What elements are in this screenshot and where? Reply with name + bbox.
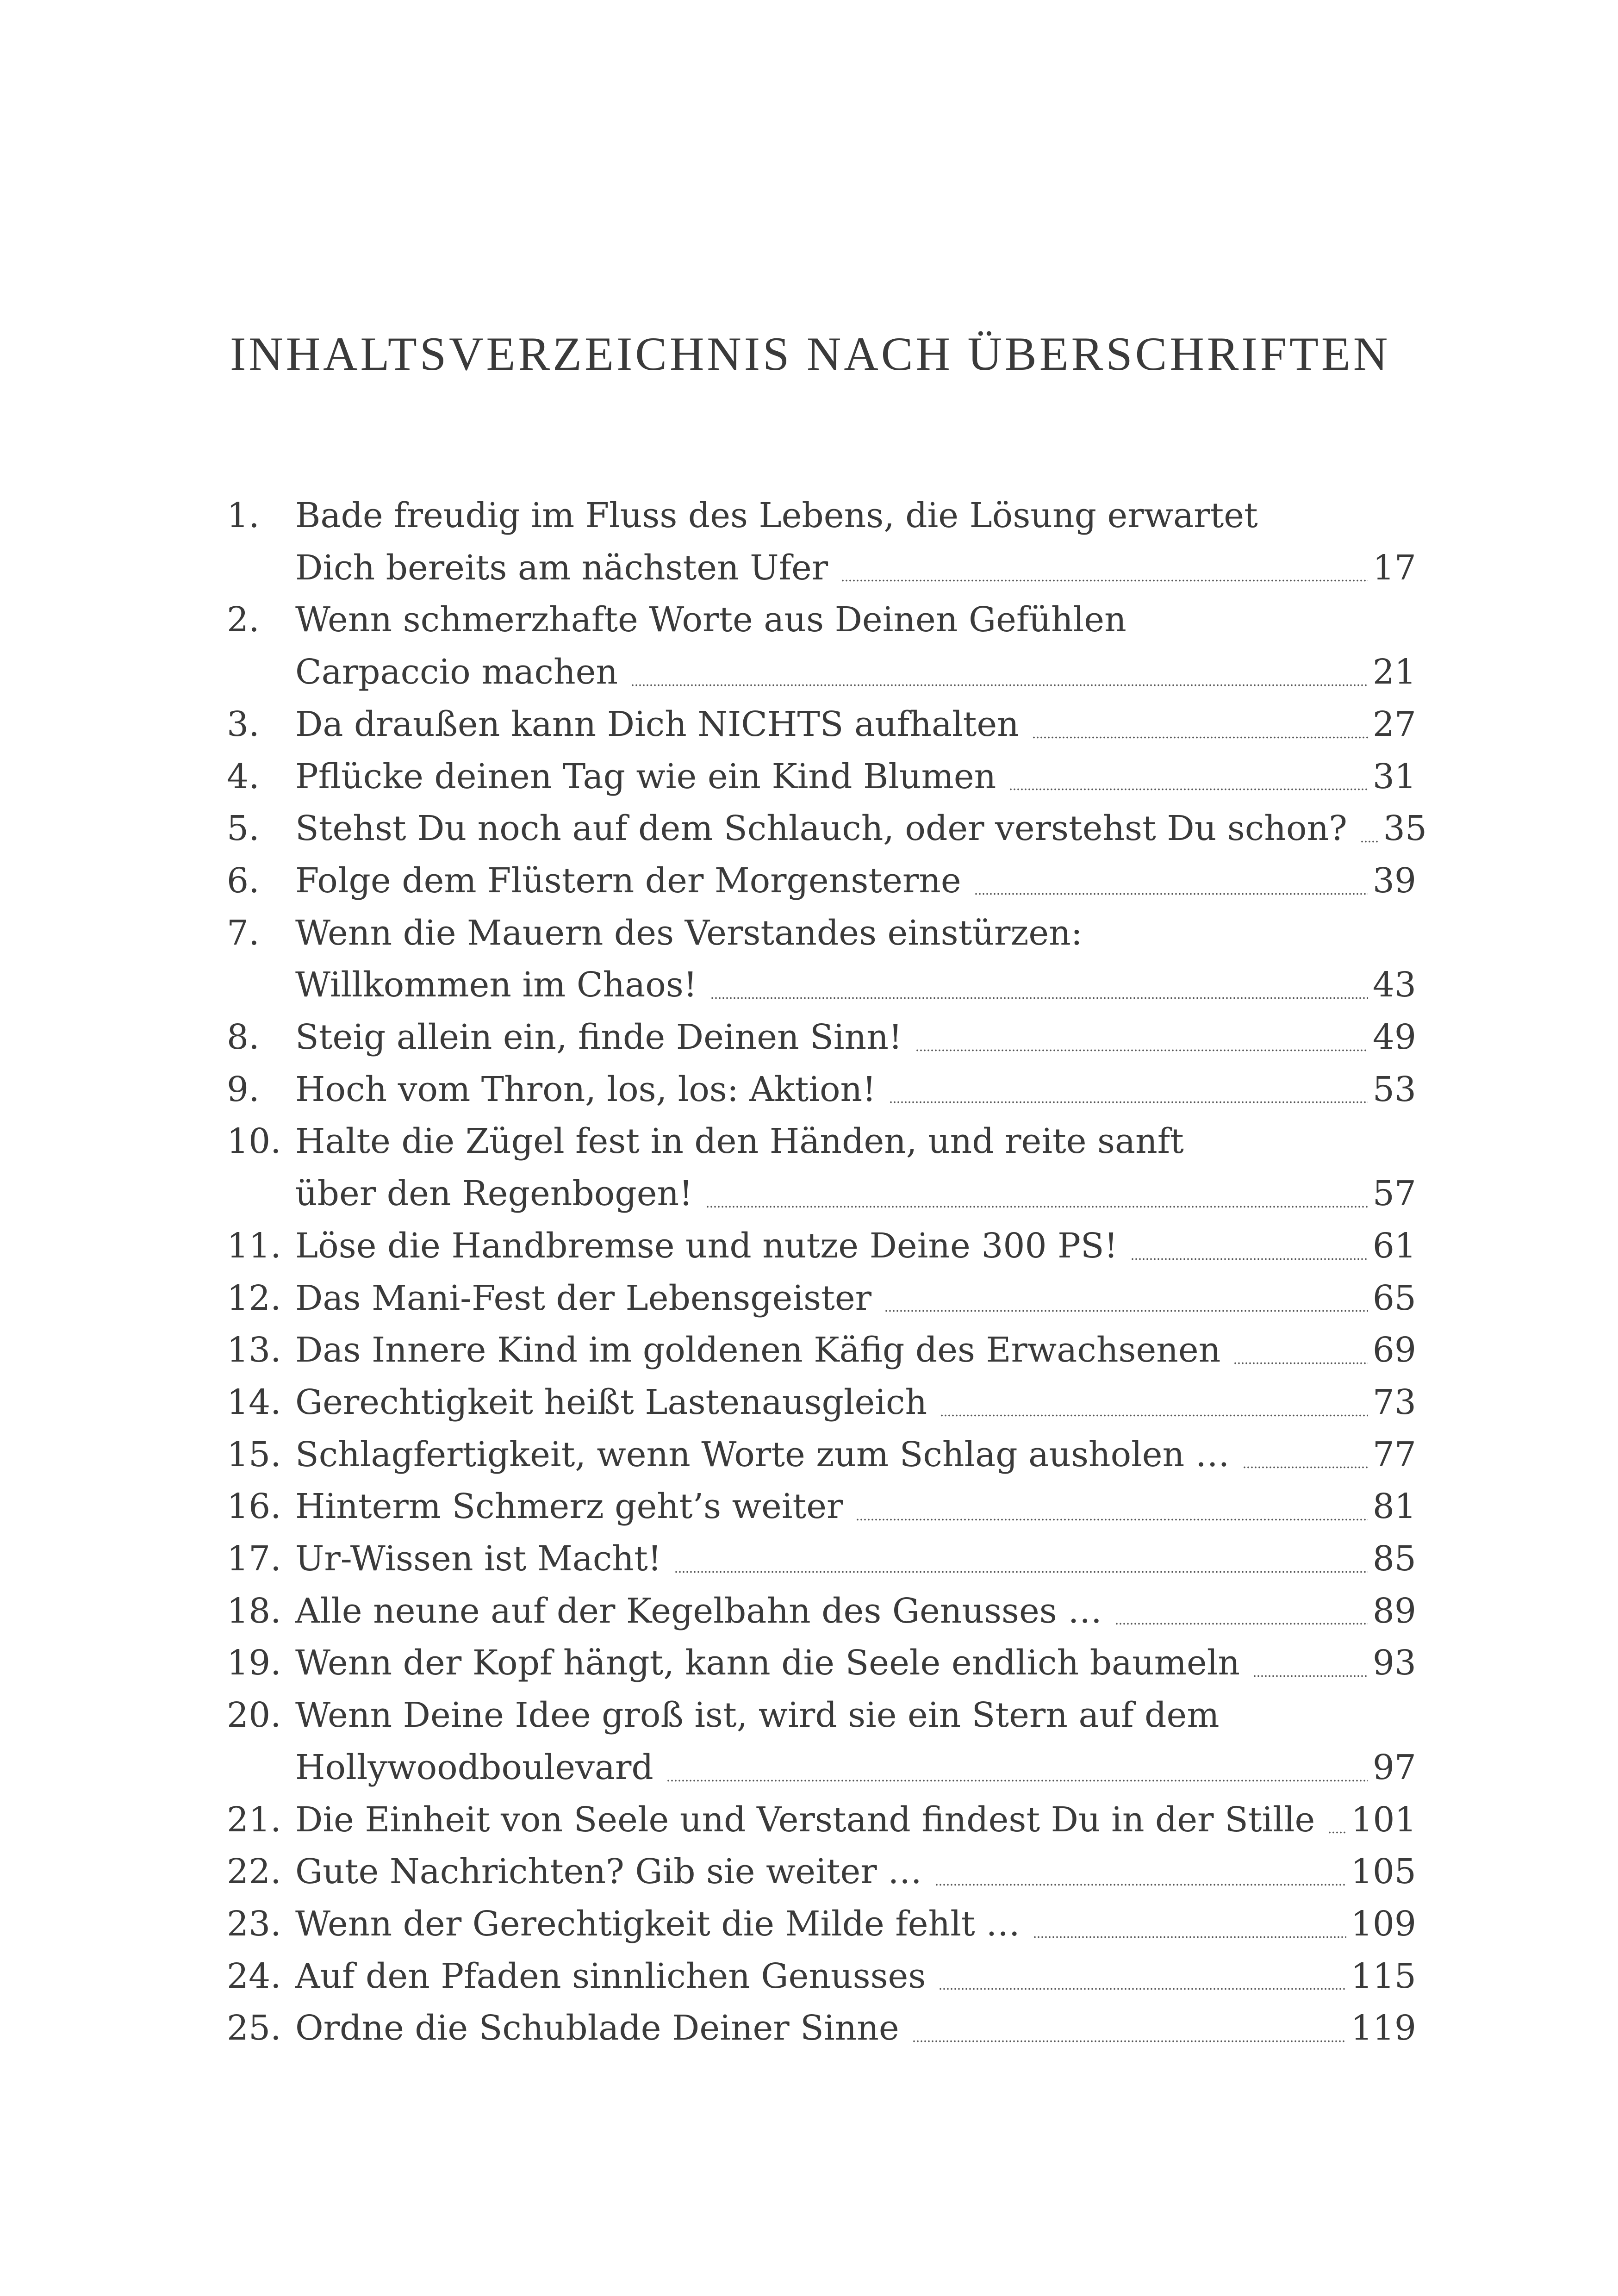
toc-entry bbox=[227, 1272, 1416, 1325]
entry-body bbox=[295, 594, 1416, 698]
entry-title-line bbox=[295, 1481, 1416, 1533]
page-number: 31 bbox=[1372, 756, 1416, 796]
page-number: 115 bbox=[1350, 1956, 1416, 1996]
entry-body bbox=[295, 1689, 1416, 1793]
toc-entry bbox=[227, 1898, 1416, 1950]
dot-leader bbox=[915, 1049, 1368, 1052]
entry-number: 14. bbox=[227, 1382, 281, 1422]
entry-number: 3. bbox=[227, 704, 260, 744]
page-number: 101 bbox=[1351, 1799, 1417, 1840]
entry-title-line bbox=[295, 1950, 1416, 2003]
entry-number: 11. bbox=[227, 1226, 281, 1266]
entry-title-line bbox=[295, 1376, 1416, 1429]
page-number: 39 bbox=[1372, 860, 1416, 901]
entry-title-line bbox=[295, 751, 1416, 803]
dot-leader bbox=[1243, 1466, 1368, 1468]
entry-title-line bbox=[295, 1585, 1416, 1637]
page-number: 49 bbox=[1372, 1017, 1416, 1058]
toc-entry bbox=[227, 1115, 1416, 1220]
entry-title: Löse die Handbremse und nutze Deine 300 PS! bbox=[295, 1226, 1118, 1266]
page-number: 53 bbox=[1372, 1069, 1416, 1109]
toc-entry bbox=[227, 1794, 1416, 1846]
toc-entry bbox=[227, 1220, 1416, 1272]
entry-title: Die Einheit von Seele und Verstand findest Du in der Stille bbox=[295, 1799, 1315, 1840]
entry-body bbox=[295, 1064, 1416, 1116]
entry-title: Das Innere Kind im goldenen Käfig des Erwachsenen bbox=[295, 1330, 1221, 1370]
entry-number: 21. bbox=[227, 1799, 281, 1840]
toc-entry bbox=[227, 594, 1416, 698]
entry-title: Stehst Du noch auf dem Schlauch, oder verstehst Du schon? bbox=[295, 809, 1347, 849]
entry-title-line bbox=[295, 1324, 1416, 1376]
entry-number: 5. bbox=[227, 809, 260, 849]
entry-title: Hinterm Schmerz geht’s weiter bbox=[295, 1487, 843, 1527]
entry-title-line bbox=[295, 1220, 1416, 1272]
page-number: 73 bbox=[1372, 1382, 1416, 1422]
entry-title-line bbox=[295, 1637, 1416, 1689]
dot-leader bbox=[666, 1780, 1368, 1782]
entry-title: Pflücke deinen Tag wie ein Kind Blumen bbox=[295, 756, 996, 796]
entry-title-line bbox=[295, 698, 1416, 751]
entry-title: Ur-Wissen ist Macht! bbox=[295, 1539, 662, 1579]
entry-body bbox=[295, 855, 1416, 907]
page-number: 77 bbox=[1372, 1434, 1416, 1475]
entry-body bbox=[295, 1272, 1416, 1325]
dot-leader bbox=[1009, 788, 1368, 790]
dot-leader bbox=[974, 893, 1368, 895]
entry-title: Da draußen kann Dich NICHTS aufhalten bbox=[295, 704, 1019, 744]
entry-title: über den Regenbogen! bbox=[295, 1174, 693, 1214]
toc-entry bbox=[227, 698, 1416, 751]
page-number: 93 bbox=[1372, 1643, 1416, 1683]
entry-title: Alle neune auf der Kegelbahn des Genusses … bbox=[295, 1591, 1102, 1631]
entry-number: 13. bbox=[227, 1330, 281, 1370]
entry-number: 25. bbox=[227, 2008, 281, 2048]
entry-title: Carpaccio machen bbox=[295, 652, 618, 692]
dot-leader bbox=[1328, 1831, 1346, 1834]
entry-number: 12. bbox=[227, 1278, 281, 1318]
entry-title-line bbox=[295, 1168, 1416, 1220]
dot-leader bbox=[1233, 1362, 1368, 1364]
page-number: 17 bbox=[1372, 548, 1416, 588]
entry-body bbox=[295, 1637, 1416, 1689]
entry-title: Folge dem Flüstern der Morgensterne bbox=[295, 860, 961, 901]
toc-entry bbox=[227, 2002, 1416, 2054]
entry-body bbox=[295, 698, 1416, 751]
entry-body bbox=[295, 1115, 1416, 1220]
entry-title-first-line: Bade freudig im Fluss des Lebens, die Lösung erwartet bbox=[295, 496, 1258, 535]
entry-title-line bbox=[295, 1742, 1416, 1794]
entry-body bbox=[295, 1376, 1416, 1429]
entry-number: 17. bbox=[227, 1539, 281, 1579]
toc-entry bbox=[227, 490, 1416, 594]
entry-title: Hollywoodboulevard bbox=[295, 1747, 653, 1787]
entry-title-first-line: Wenn schmerzhafte Worte aus Deinen Gefühlen bbox=[295, 600, 1126, 640]
toc-entry bbox=[227, 1689, 1416, 1793]
entry-number: 8. bbox=[227, 1017, 260, 1058]
entry-title-line bbox=[295, 1272, 1416, 1325]
page-number: 97 bbox=[1372, 1747, 1416, 1787]
entry-body bbox=[295, 1846, 1416, 1898]
entry-title: Dich bereits am nächsten Ufer bbox=[295, 548, 828, 588]
entry-title: Ordne die Schublade Deiner Sinne bbox=[295, 2008, 899, 2048]
entry-title-first-line: Halte die Zügel fest in den Händen, und reite sanft bbox=[295, 1121, 1184, 1162]
toc-entry bbox=[227, 803, 1427, 855]
entry-body bbox=[295, 803, 1427, 855]
entry-number: 7. bbox=[227, 913, 260, 953]
entry-title-line bbox=[295, 1429, 1416, 1481]
entry-body bbox=[295, 1220, 1416, 1272]
entry-number: 2. bbox=[227, 600, 260, 640]
entry-body bbox=[295, 1481, 1416, 1533]
toc-entry bbox=[227, 1846, 1416, 1898]
page-number: 85 bbox=[1372, 1539, 1416, 1579]
dot-leader bbox=[889, 1101, 1368, 1103]
entry-title-line bbox=[295, 1794, 1416, 1846]
entry-title-line bbox=[295, 803, 1427, 855]
entry-title: Gute Nachrichten? Gib sie weiter … bbox=[295, 1852, 922, 1892]
entry-title: Schlagfertigkeit, wenn Worte zum Schlag ausholen … bbox=[295, 1434, 1230, 1475]
toc-entry bbox=[227, 1533, 1416, 1585]
dot-leader bbox=[1253, 1675, 1368, 1677]
entry-body bbox=[295, 1585, 1416, 1637]
page-number: 69 bbox=[1372, 1330, 1416, 1370]
entry-body bbox=[295, 1794, 1416, 1846]
page-number: 89 bbox=[1372, 1591, 1416, 1631]
entry-number: 24. bbox=[227, 1956, 281, 1996]
entry-title: Gerechtigkeit heißt Lastenausgleich bbox=[295, 1382, 927, 1422]
dot-leader bbox=[1032, 736, 1368, 739]
dot-leader bbox=[939, 1988, 1346, 1990]
dot-leader bbox=[940, 1414, 1368, 1417]
table-of-contents bbox=[227, 490, 1427, 2054]
entry-body bbox=[295, 1011, 1416, 1064]
toc-entry bbox=[227, 907, 1416, 1011]
page-number: 105 bbox=[1350, 1852, 1416, 1892]
entry-title-line bbox=[295, 2002, 1416, 2054]
entry-body bbox=[295, 1429, 1416, 1481]
dot-leader bbox=[1131, 1258, 1368, 1260]
entry-title-line bbox=[295, 959, 1416, 1011]
entry-title-first-line: Wenn Deine Idee groß ist, wird sie ein Stern auf dem bbox=[295, 1695, 1220, 1736]
page-number: 21 bbox=[1372, 652, 1416, 692]
entry-body bbox=[295, 1898, 1416, 1950]
page-number: 61 bbox=[1372, 1226, 1416, 1266]
entry-title: Hoch vom Thron, los, los: Aktion! bbox=[295, 1069, 876, 1109]
entry-number: 4. bbox=[227, 756, 260, 796]
entry-title: Willkommen im Chaos! bbox=[295, 965, 697, 1005]
entry-title-line bbox=[295, 1064, 1416, 1116]
dot-leader bbox=[674, 1571, 1368, 1573]
toc-entry bbox=[227, 1637, 1416, 1689]
page-title: INHALTSVERZEICHNIS NACH ÜBERSCHRIFTEN bbox=[230, 328, 1391, 380]
entry-title: Steig allein ein, finde Deinen Sinn! bbox=[295, 1017, 902, 1058]
entry-title-line bbox=[295, 542, 1416, 594]
entry-title-first-line: Wenn die Mauern des Verstandes einstürzen: bbox=[295, 913, 1083, 953]
entry-title: Wenn der Kopf hängt, kann die Seele endlich baumeln bbox=[295, 1643, 1240, 1683]
entry-body bbox=[295, 1950, 1416, 2003]
toc-entry bbox=[227, 1324, 1416, 1376]
entry-title-line bbox=[295, 1898, 1416, 1950]
entry-number: 20. bbox=[227, 1695, 281, 1736]
entry-number: 22. bbox=[227, 1852, 281, 1892]
entry-number: 9. bbox=[227, 1069, 260, 1109]
page-number: 81 bbox=[1372, 1487, 1416, 1527]
dot-leader bbox=[1360, 840, 1379, 843]
page-number: 65 bbox=[1372, 1278, 1416, 1318]
entry-number: 18. bbox=[227, 1591, 281, 1631]
page-number: 57 bbox=[1372, 1174, 1416, 1214]
entry-title: Das Mani-Fest der Lebensgeister bbox=[295, 1278, 871, 1318]
toc-entry bbox=[227, 855, 1416, 907]
dot-leader bbox=[884, 1310, 1368, 1312]
entry-number: 1. bbox=[227, 496, 260, 535]
dot-leader bbox=[1033, 1936, 1346, 1938]
entry-title: Wenn der Gerechtigkeit die Milde fehlt … bbox=[295, 1904, 1021, 1944]
entry-number: 16. bbox=[227, 1487, 281, 1527]
toc-entry bbox=[227, 1011, 1416, 1064]
entry-number: 6. bbox=[227, 860, 260, 901]
page-number: 119 bbox=[1350, 2008, 1416, 2048]
entry-body bbox=[295, 2002, 1416, 2054]
entry-number: 23. bbox=[227, 1904, 281, 1944]
entry-number: 15. bbox=[227, 1434, 281, 1475]
toc-entry bbox=[227, 1585, 1416, 1637]
toc-entry bbox=[227, 1950, 1416, 2003]
page-number: 43 bbox=[1372, 965, 1416, 1005]
entry-body bbox=[295, 1324, 1416, 1376]
entry-body bbox=[295, 751, 1416, 803]
entry-title-line bbox=[295, 1011, 1416, 1064]
entry-number: 19. bbox=[227, 1643, 281, 1683]
dot-leader bbox=[706, 1206, 1368, 1208]
entry-title-line bbox=[295, 1846, 1416, 1898]
dot-leader bbox=[841, 579, 1368, 582]
dot-leader bbox=[1115, 1623, 1368, 1625]
toc-entry bbox=[227, 1481, 1416, 1533]
toc-entry bbox=[227, 1429, 1416, 1481]
entry-body bbox=[295, 490, 1416, 594]
entry-title: Auf den Pfaden sinnlichen Genusses bbox=[295, 1956, 926, 1996]
page-number: 27 bbox=[1372, 704, 1416, 744]
entry-body bbox=[295, 1533, 1416, 1585]
dot-leader bbox=[912, 2040, 1346, 2042]
toc-entry bbox=[227, 1064, 1416, 1116]
page-number: 109 bbox=[1350, 1904, 1416, 1944]
dot-leader bbox=[856, 1518, 1368, 1521]
entry-title-line bbox=[295, 855, 1416, 907]
entry-body bbox=[295, 907, 1416, 1011]
entry-title-line bbox=[295, 646, 1416, 698]
entry-title-line bbox=[295, 1533, 1416, 1585]
toc-entry bbox=[227, 751, 1416, 803]
dot-leader bbox=[631, 684, 1368, 686]
page-number: 35 bbox=[1383, 809, 1427, 849]
entry-number: 10. bbox=[227, 1121, 281, 1162]
toc-entry bbox=[227, 1376, 1416, 1429]
dot-leader bbox=[710, 997, 1368, 999]
dot-leader bbox=[935, 1884, 1346, 1886]
